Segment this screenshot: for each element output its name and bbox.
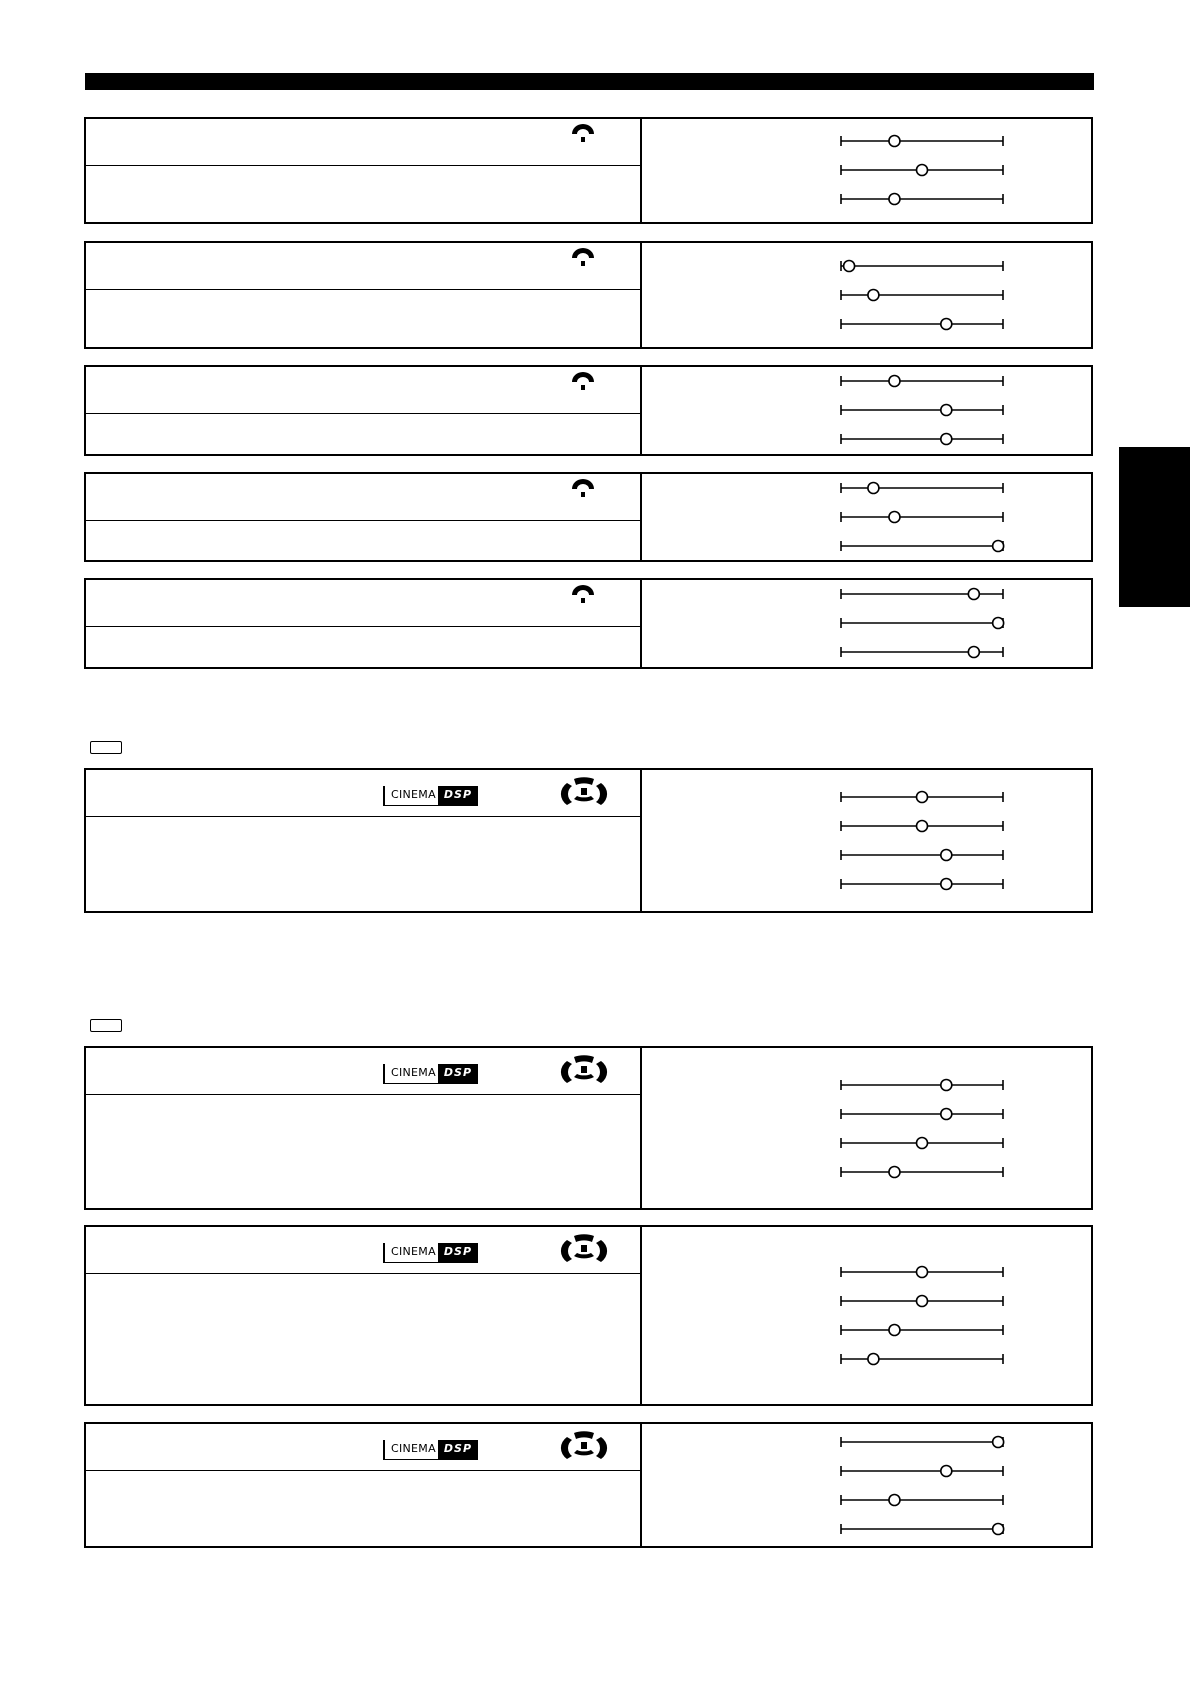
row-divider [86, 816, 641, 817]
row-divider [86, 520, 641, 521]
header-bar [85, 73, 1094, 90]
row-divider [86, 1470, 641, 1471]
column-divider [640, 770, 642, 911]
row-divider [86, 626, 641, 627]
column-divider [640, 580, 642, 667]
column-divider [640, 474, 642, 560]
cinema-dsp-logo: CINEMA DSP [383, 1243, 478, 1263]
chapter-side-tab [1119, 447, 1190, 607]
column-divider [640, 1227, 642, 1404]
speaker-arc-icon [571, 372, 595, 394]
column-divider [640, 1424, 642, 1546]
surround-sound-icon [557, 1232, 611, 1268]
row-divider [86, 289, 641, 290]
cinema-dsp-logo: CINEMA DSP [383, 1440, 478, 1460]
surround-sound-icon [557, 1053, 611, 1089]
surround-sound-icon [557, 775, 611, 811]
cinema-dsp-logo: CINEMA DSP [383, 1064, 478, 1084]
column-divider [640, 367, 642, 454]
row-divider [86, 1273, 641, 1274]
column-divider [640, 119, 642, 222]
column-divider [640, 1048, 642, 1208]
column-divider [640, 243, 642, 347]
speaker-arc-icon [571, 479, 595, 501]
speaker-arc-icon [571, 124, 595, 146]
section-label-box-2 [90, 1019, 122, 1032]
cinema-dsp-logo: CINEMA DSP [383, 786, 478, 806]
surround-sound-icon [557, 1429, 611, 1465]
section-label-box-1 [90, 741, 122, 754]
row-divider [86, 1094, 641, 1095]
row-divider [86, 413, 641, 414]
speaker-arc-icon [571, 248, 595, 270]
row-divider [86, 165, 641, 166]
speaker-arc-icon [571, 585, 595, 607]
